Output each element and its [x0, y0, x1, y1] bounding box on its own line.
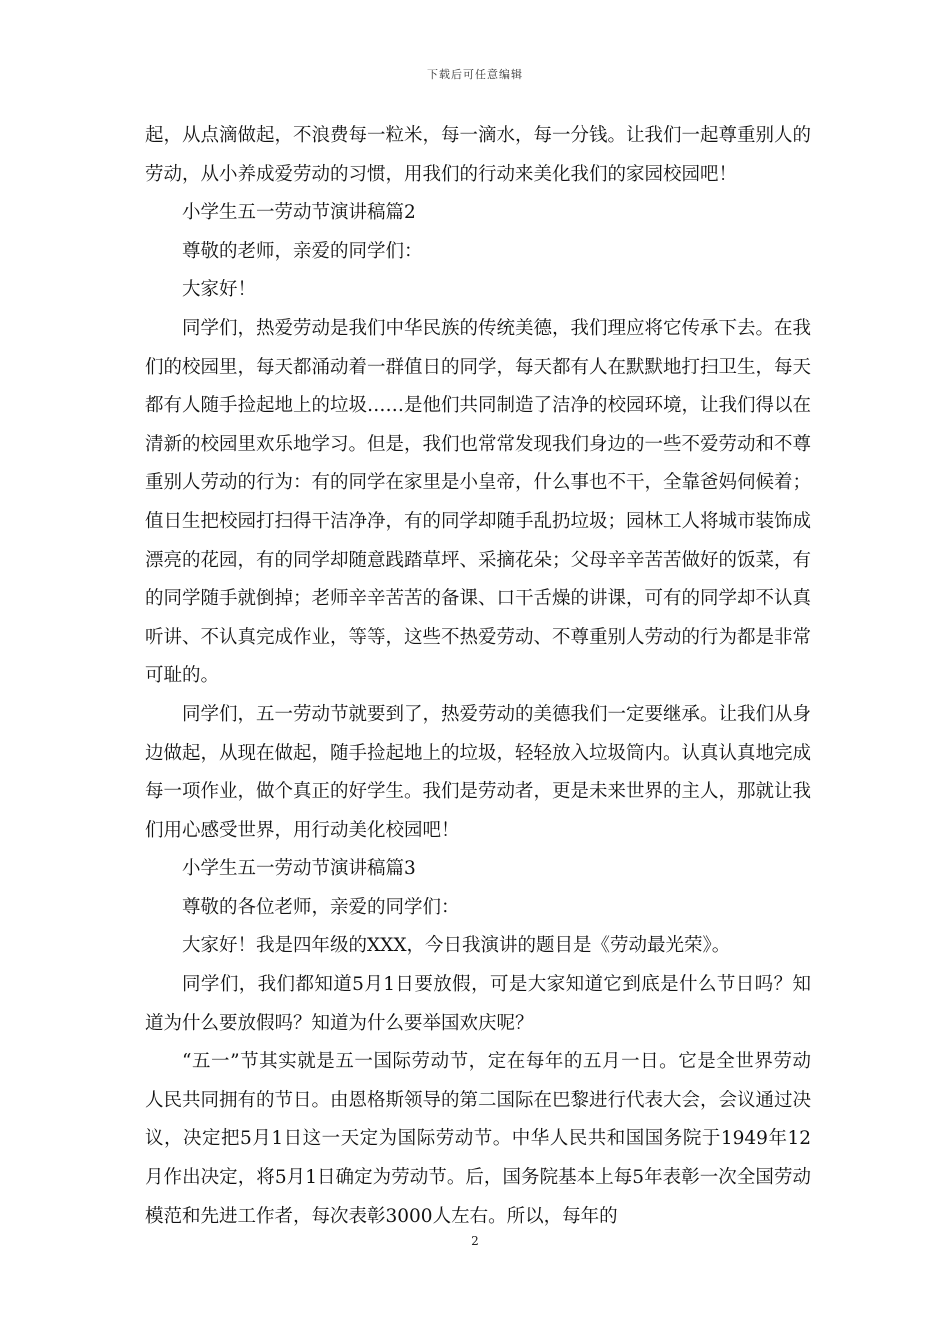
document-body: [145, 117, 811, 1236]
greeting: 大家好！我是四年级的XXX，今日我演讲的题目是《劳动最光荣》。: [182, 935, 731, 957]
paragraph-continuation: 起，从点滴做起，不浪费每一粒米，每一滴水，每一分钱。让我们一起尊重别人的劳动，从小养成爱劳动的习惯，用我们的行动来美化我们的家园校园吧！: [145, 125, 812, 185]
paragraph: 同学们，热爱劳动是我们中华民族的传统美德，我们理应将它传承下去。在我们的校园里，每天都涌动着一群值日的同学，每天都有人在默默地打扫卫生，每天都有人随手捡起地上的垃圾……是他们共同制造了洁净的校园环境，让我们得以在清新的校园里欢乐地学习。但是，我们也常常发现我们身边的一些不爱劳动和不尊重别人劳动的行为：有的同学在家里是小皇帝，什么事也不干，全靠爸妈伺候着；值日生把校园打扫得干洁净净，有的同学却随手乱扔垃圾；园林工人将城市装饰成漂亮的花园，有的同学却随意践踏草坪、采摘花朵；父母辛辛苦苦做好的饭菜，有的同学随手就倒掉；老师辛辛苦苦的备课、口干舌燥的讲课，可有的同学却不认真听讲、不认真完成作业，等等，这些不热爱劳动、不尊重别人劳动的行为都是非常可耻的。: [145, 317, 812, 687]
paragraph: 同学们，五一劳动节就要到了，热爱劳动的美德我们一定要继承。让我们从身边做起，从现在做起，随手捡起地上的垃圾，轻轻放入垃圾筒内。认真认真地完成每一项作业，做个真正的好学生。我们是劳动者，更是未来世界的主人，那就让我们用心感受世界，用行动美化校园吧！: [145, 703, 812, 841]
section-heading: 小学生五一劳动节演讲稿篇2: [182, 202, 416, 224]
page-header: 下载后可任意编辑: [427, 68, 523, 81]
salutation: 尊敬的老师，亲爱的同学们：: [182, 240, 423, 262]
salutation: 尊敬的各位老师，亲爱的同学们：: [182, 896, 460, 918]
section-heading: 小学生五一劳动节演讲稿篇3: [182, 858, 416, 880]
paragraph: “五一”节其实就是五一国际劳动节，定在每年的五月一日。它是全世界劳动人民共同拥有的节日。由恩格斯领导的第二国际在巴黎进行代表大会，会议通过决议，决定把5月1日这一天定为国际劳动节。中华人民共和国国务院于1949年12月作出决定，将5月1日确定为劳动节。后，国务院基本上每5年表彰一次全国劳动模范和先进工作者，每次表彰3000人左右。所以，每年的: [145, 1051, 812, 1227]
paragraph: 同学们，我们都知道5月1日要放假，可是大家知道它到底是什么节日吗？知道为什么要放假吗？知道为什么要举国欢庆呢？: [145, 974, 811, 1034]
greeting: 大家好！: [182, 279, 257, 301]
page-number: 2: [471, 1234, 479, 1248]
